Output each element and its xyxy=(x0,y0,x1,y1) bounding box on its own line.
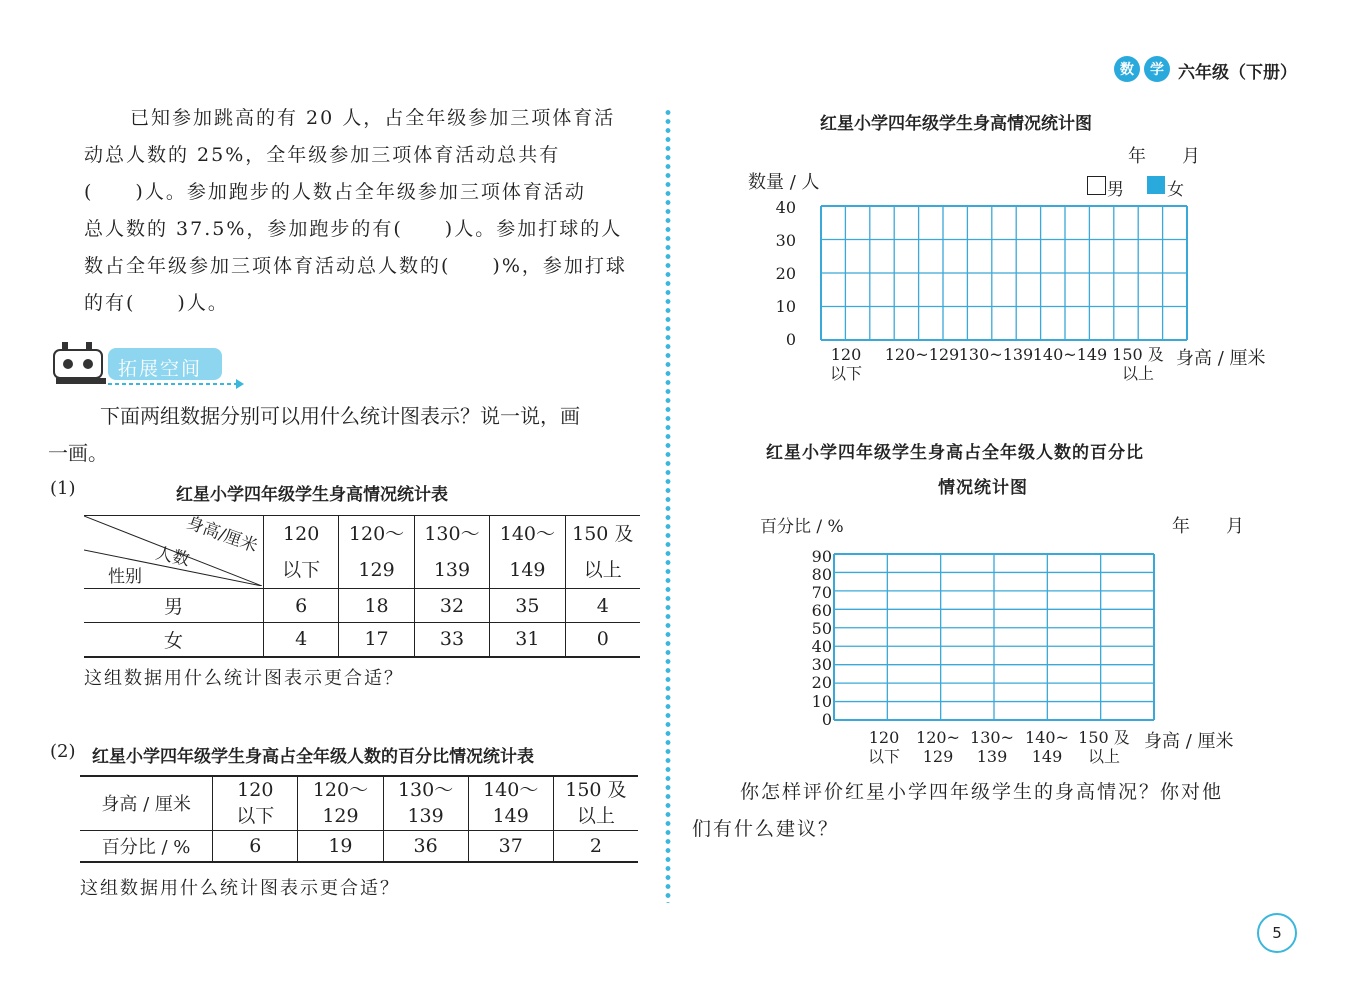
table-cell: 0 xyxy=(565,623,640,657)
chart1-grid xyxy=(820,205,1190,345)
table-row xyxy=(84,623,640,657)
chart2-y-title: 百分比 / % xyxy=(760,517,844,537)
chart2-xlabel: 130~ 139 xyxy=(970,728,1014,766)
chart1-ytick: 20 xyxy=(775,264,796,283)
legend-female-label: 女 xyxy=(1167,180,1184,200)
table-cell: 6 xyxy=(213,830,298,862)
chart2-xlabel: 120 以下 xyxy=(867,728,900,766)
table-row xyxy=(84,589,640,623)
table2 xyxy=(80,775,638,863)
t1-col-4: 140～ 149 xyxy=(490,516,565,589)
legend-female-swatch xyxy=(1147,176,1165,194)
table2-title: 红星小学四年级学生身高占全年级人数的百分比情况统计表 xyxy=(92,747,534,767)
t2-height-label: 身高 / 厘米 xyxy=(80,776,213,830)
chart2-ytick: 30 xyxy=(811,655,832,674)
section-label: 拓展空间 xyxy=(118,358,203,380)
chart1-xlabel: 120 以下 xyxy=(829,345,862,383)
chart2-ytick: 20 xyxy=(811,673,832,692)
subject-badge-math-2: 学 xyxy=(1144,56,1170,82)
chart1-ytick: 10 xyxy=(775,297,796,316)
chart2-ytick: 70 xyxy=(811,583,832,602)
t2-col-3: 130～ 139 xyxy=(383,776,468,830)
table-cell: 19 xyxy=(298,830,383,862)
chart2-xlabel: 120~ 129 xyxy=(916,728,960,766)
t2-col-2: 120～ 129 xyxy=(298,776,383,830)
t2-col-4: 140～ 149 xyxy=(468,776,553,830)
table1-diag-header xyxy=(84,512,263,589)
chart2-ytick: 0 xyxy=(821,710,832,729)
diag-gender-label: 性别 xyxy=(108,567,142,587)
chart1-ytick: 0 xyxy=(785,330,796,349)
table-cell: 18 xyxy=(339,589,414,623)
page-number: 5 xyxy=(1257,913,1297,953)
chart2-x-title: 身高 / 厘米 xyxy=(1144,731,1234,752)
grade-label: 六年级（下册） xyxy=(1178,63,1297,83)
chart1-y-title: 数量 / 人 xyxy=(748,172,820,193)
chart1-date: 年 月 xyxy=(1128,146,1200,167)
table1-number: (1) xyxy=(50,478,76,499)
intro-line-3: ( )人。参加跑步的人数占全年级参加三项体育活动 xyxy=(84,181,586,203)
table1-question: 这组数据用什么统计图表示更合适？ xyxy=(84,668,404,689)
evaluation-line-2: 们有什么建议？ xyxy=(692,818,840,840)
legend-male-label: 男 xyxy=(1107,180,1124,200)
table-cell: 4 xyxy=(565,589,640,623)
intro-line-4: 总人数的 37.5%，参加跑步的有( )人。参加打球的人 xyxy=(84,218,623,240)
page-divider xyxy=(664,108,672,903)
table-cell: 32 xyxy=(414,589,489,623)
chart2-xlabel: 140~ 149 xyxy=(1025,728,1069,766)
t1-col-3: 130～ 139 xyxy=(414,516,489,589)
t1-row-male-label: 男 xyxy=(84,589,263,623)
evaluation-line-1: 你怎样评价红星小学四年级学生的身高情况？你对他 xyxy=(740,781,1224,803)
chart2-xlabel: 150 及 以上 xyxy=(1078,728,1130,766)
chart2-grid xyxy=(833,553,1158,725)
t2-col-5: 150 及 以上 xyxy=(553,776,638,830)
chart2-ytick: 60 xyxy=(811,601,832,620)
t1-col-1: 120 以下 xyxy=(263,516,338,589)
subject-badge-math-1: 数 xyxy=(1114,56,1140,82)
chart2-ytick: 50 xyxy=(811,619,832,638)
diag-count-label: 人数 xyxy=(153,543,192,571)
table1 xyxy=(84,512,640,658)
table-cell: 31 xyxy=(490,623,565,657)
chart1-x-title: 身高 / 厘米 xyxy=(1176,348,1266,369)
chart2-ytick: 10 xyxy=(811,692,832,711)
table-cell: 6 xyxy=(263,589,338,623)
table-cell: 37 xyxy=(468,830,553,862)
table-row xyxy=(80,830,638,862)
chart2-date: 年 月 xyxy=(1172,516,1244,537)
chart1-title: 红星小学四年级学生身高情况统计图 xyxy=(820,114,1092,134)
chart1-xlabel: 120~129 xyxy=(884,345,960,364)
t1-row-female-label: 女 xyxy=(84,623,263,657)
intro-line-1: 已知参加跳高的有 20 人，占全年级参加三项体育活 xyxy=(130,107,616,129)
table1-title: 红星小学四年级学生身高情况统计表 xyxy=(176,485,448,505)
chart2-ytick: 90 xyxy=(811,547,832,566)
table-cell: 36 xyxy=(383,830,468,862)
task-line-2: 一画。 xyxy=(48,441,108,465)
diag-height-label: 身高/厘米 xyxy=(183,512,261,557)
intro-line-6: 的有( )人。 xyxy=(84,292,229,314)
t1-col-2: 120～ 129 xyxy=(339,516,414,589)
chart1-xlabel: 130~139 xyxy=(958,345,1034,364)
chart1-ytick: 30 xyxy=(775,231,796,250)
chart2-ytick: 40 xyxy=(811,637,832,656)
chart1-xlabel: 150 及 以上 xyxy=(1112,345,1164,383)
chart2-title-1: 红星小学四年级学生身高占全年级人数的百分比 xyxy=(766,443,1144,463)
task-line-1: 下面两组数据分别可以用什么统计图表示？说一说，画 xyxy=(100,404,580,428)
table-cell: 17 xyxy=(339,623,414,657)
t1-col-5: 150 及 以上 xyxy=(565,516,640,589)
chart1-xlabel: 140~149 xyxy=(1032,345,1108,364)
intro-line-2: 动总人数的 25%，全年级参加三项体育活动总共有 xyxy=(84,144,561,166)
chart2-title-2: 情况统计图 xyxy=(938,478,1028,498)
table-cell: 2 xyxy=(553,830,638,862)
t2-col-1: 120 以下 xyxy=(213,776,298,830)
chart2-ytick: 80 xyxy=(811,565,832,584)
chart1-ytick: 40 xyxy=(775,198,796,217)
table2-number: (2) xyxy=(50,741,76,762)
t2-percent-label: 百分比 / % xyxy=(80,830,213,862)
table-cell: 35 xyxy=(490,589,565,623)
table2-question: 这组数据用什么统计图表示更合适？ xyxy=(80,878,400,899)
table-cell: 4 xyxy=(263,623,338,657)
table-cell: 33 xyxy=(414,623,489,657)
intro-line-5: 数占全年级参加三项体育活动总人数的( )%，参加打球 xyxy=(84,255,627,277)
legend-male-swatch xyxy=(1087,176,1106,195)
